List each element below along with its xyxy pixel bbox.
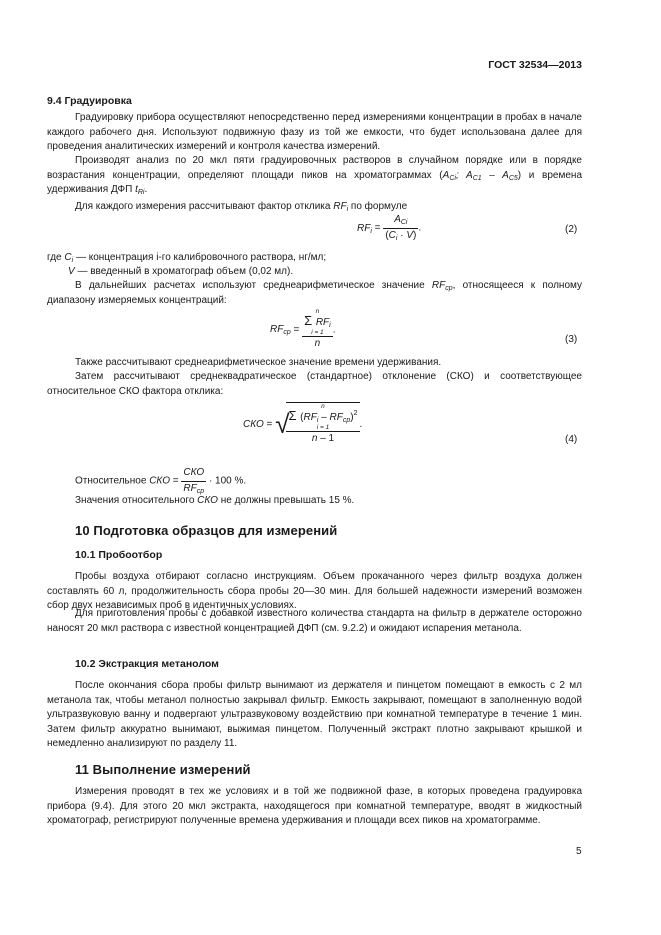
section-11-title: 11 Выполнение измерений	[75, 762, 251, 777]
section-9-4-title: 9.4 Градуировка	[47, 95, 132, 107]
equation-number-4: (4)	[565, 434, 578, 445]
paragraph-extraction: После окончания сбора пробы фильтр вынимают из держателя и пинцетом помещают в емкость с 2 мл метанола так, чтобы метанол полностью закрывал фильтр. Емкость закрывают, помещают в заполненную водой ультразвуковую ванну и подвергают ультразвуковому воздействию при комнатной температуре в течение 1 мин. Затем фильтр аккуратно вынимают, выжимая пинцетом. Полученный экстракт плотно закрывают крышкой и немедленно анализируют по разделу 11.	[47, 680, 582, 750]
paragraph-response-factor: Для каждого измерения рассчитывают фактор отклика $RF_i$ по формуле	[75, 201, 408, 213]
equation-number-2: (2)	[565, 224, 578, 235]
where-v: V — введенный в хроматограф объем (0,02 мл).	[68, 266, 294, 277]
section-10-2-title: 10.2 Экстракция метанолом	[75, 658, 219, 670]
paragraph-average-rf: В дальнейших расчетах используют среднеарифметическое значение $RF_{ср}$, относящееся к полному диапазону измеряемых концентраций:	[47, 280, 583, 306]
paragraph-retention-average: Также рассчитывают среднеарифметическое значение времени удерживания.	[75, 357, 442, 368]
standard-number: ГОСТ 32534—2013	[488, 59, 582, 71]
section-10-1-title: 10.1 Пробоотбор	[75, 549, 163, 561]
paragraph-std-deviation: Затем рассчитывают среднеквадратическое (стандартное) отклонение (СКО) и соответствующее относительное СКО фактора отклика:	[47, 371, 582, 397]
paragraph-sampling-2: Для приготовления пробы с добавкой известного количества стандарта на фильтр в держателе осторожно наносят 20 мкл раствора с известной концентрацией ДФП (см. 9.2.2) и ожидают испарения метанола.	[47, 608, 582, 634]
formula-relative-sko: Относительное СКО = $\frac{\text{СКО}}{RF_{ср}}$ · 100 %.	[75, 467, 247, 495]
formula-response-factor: $RF_i$ = $\frac{A_{Ci}}{(C_i \cdot V)}$ .	[357, 214, 422, 242]
paragraph-calibration-2: Производят анализ по 20 мкл пяти градуировочных растворов в случайном порядке или в порядке возрастания концентрации, определяют площади пиков на хроматограммах ($A_{Ci}$; $A_{C1} - A_{C5}$) и времена удерживания ДФП $t_{Ri}$.	[47, 155, 582, 197]
paragraph-measurements: Измерения проводят в тех же условиях и в той же подвижной фазе, в которых проведена градуировка прибора (9.4). Для этого 20 мкл экстракта, находящегося при комнатной температуре, вводят в жидкостный хроматограф, регистрируют полученные времена удерживания и площади всех пиков на хроматограмме.	[47, 786, 582, 827]
paragraph-calibration-1: Градуировку прибора осуществляют непосредственно перед измерениями концентрации в пробах в начале каждого рабочего дня. Используют подвижную фазу из той же емкости, что будет использована далее для проведения аналитических измерений и контроля качества измерений.	[47, 112, 582, 153]
section-10-title: 10 Подготовка образцов для измерений	[75, 523, 338, 538]
equation-number-3: (3)	[565, 334, 578, 345]
page-number: 5	[576, 846, 582, 857]
paragraph-relative-sko-limit: Значения относительного СКО не должны превышать 15 %.	[75, 495, 355, 506]
formula-average-rf: $RF_{ср}$ = n Σ $RF_i$ i = 1 n .	[270, 308, 336, 349]
formula-sko: СКО = √ n Σ $(RF_i - RF_{ср})^2$ i = 1 n – 1 .	[243, 402, 362, 447]
where-ci: где $C_i$ — концентрация i-го калибровочного раствора, нг/мл;	[47, 252, 327, 264]
paragraph-sampling-1: Пробы воздуха отбирают согласно инструкциям. Объем прокачанного через фильтр воздуха должен составлять 60 л, продолжительность сбора пробы 20—30 мин. Для большей надежности измерений возможен сбор двух независимых проб в идентичных условиях.	[47, 571, 582, 612]
